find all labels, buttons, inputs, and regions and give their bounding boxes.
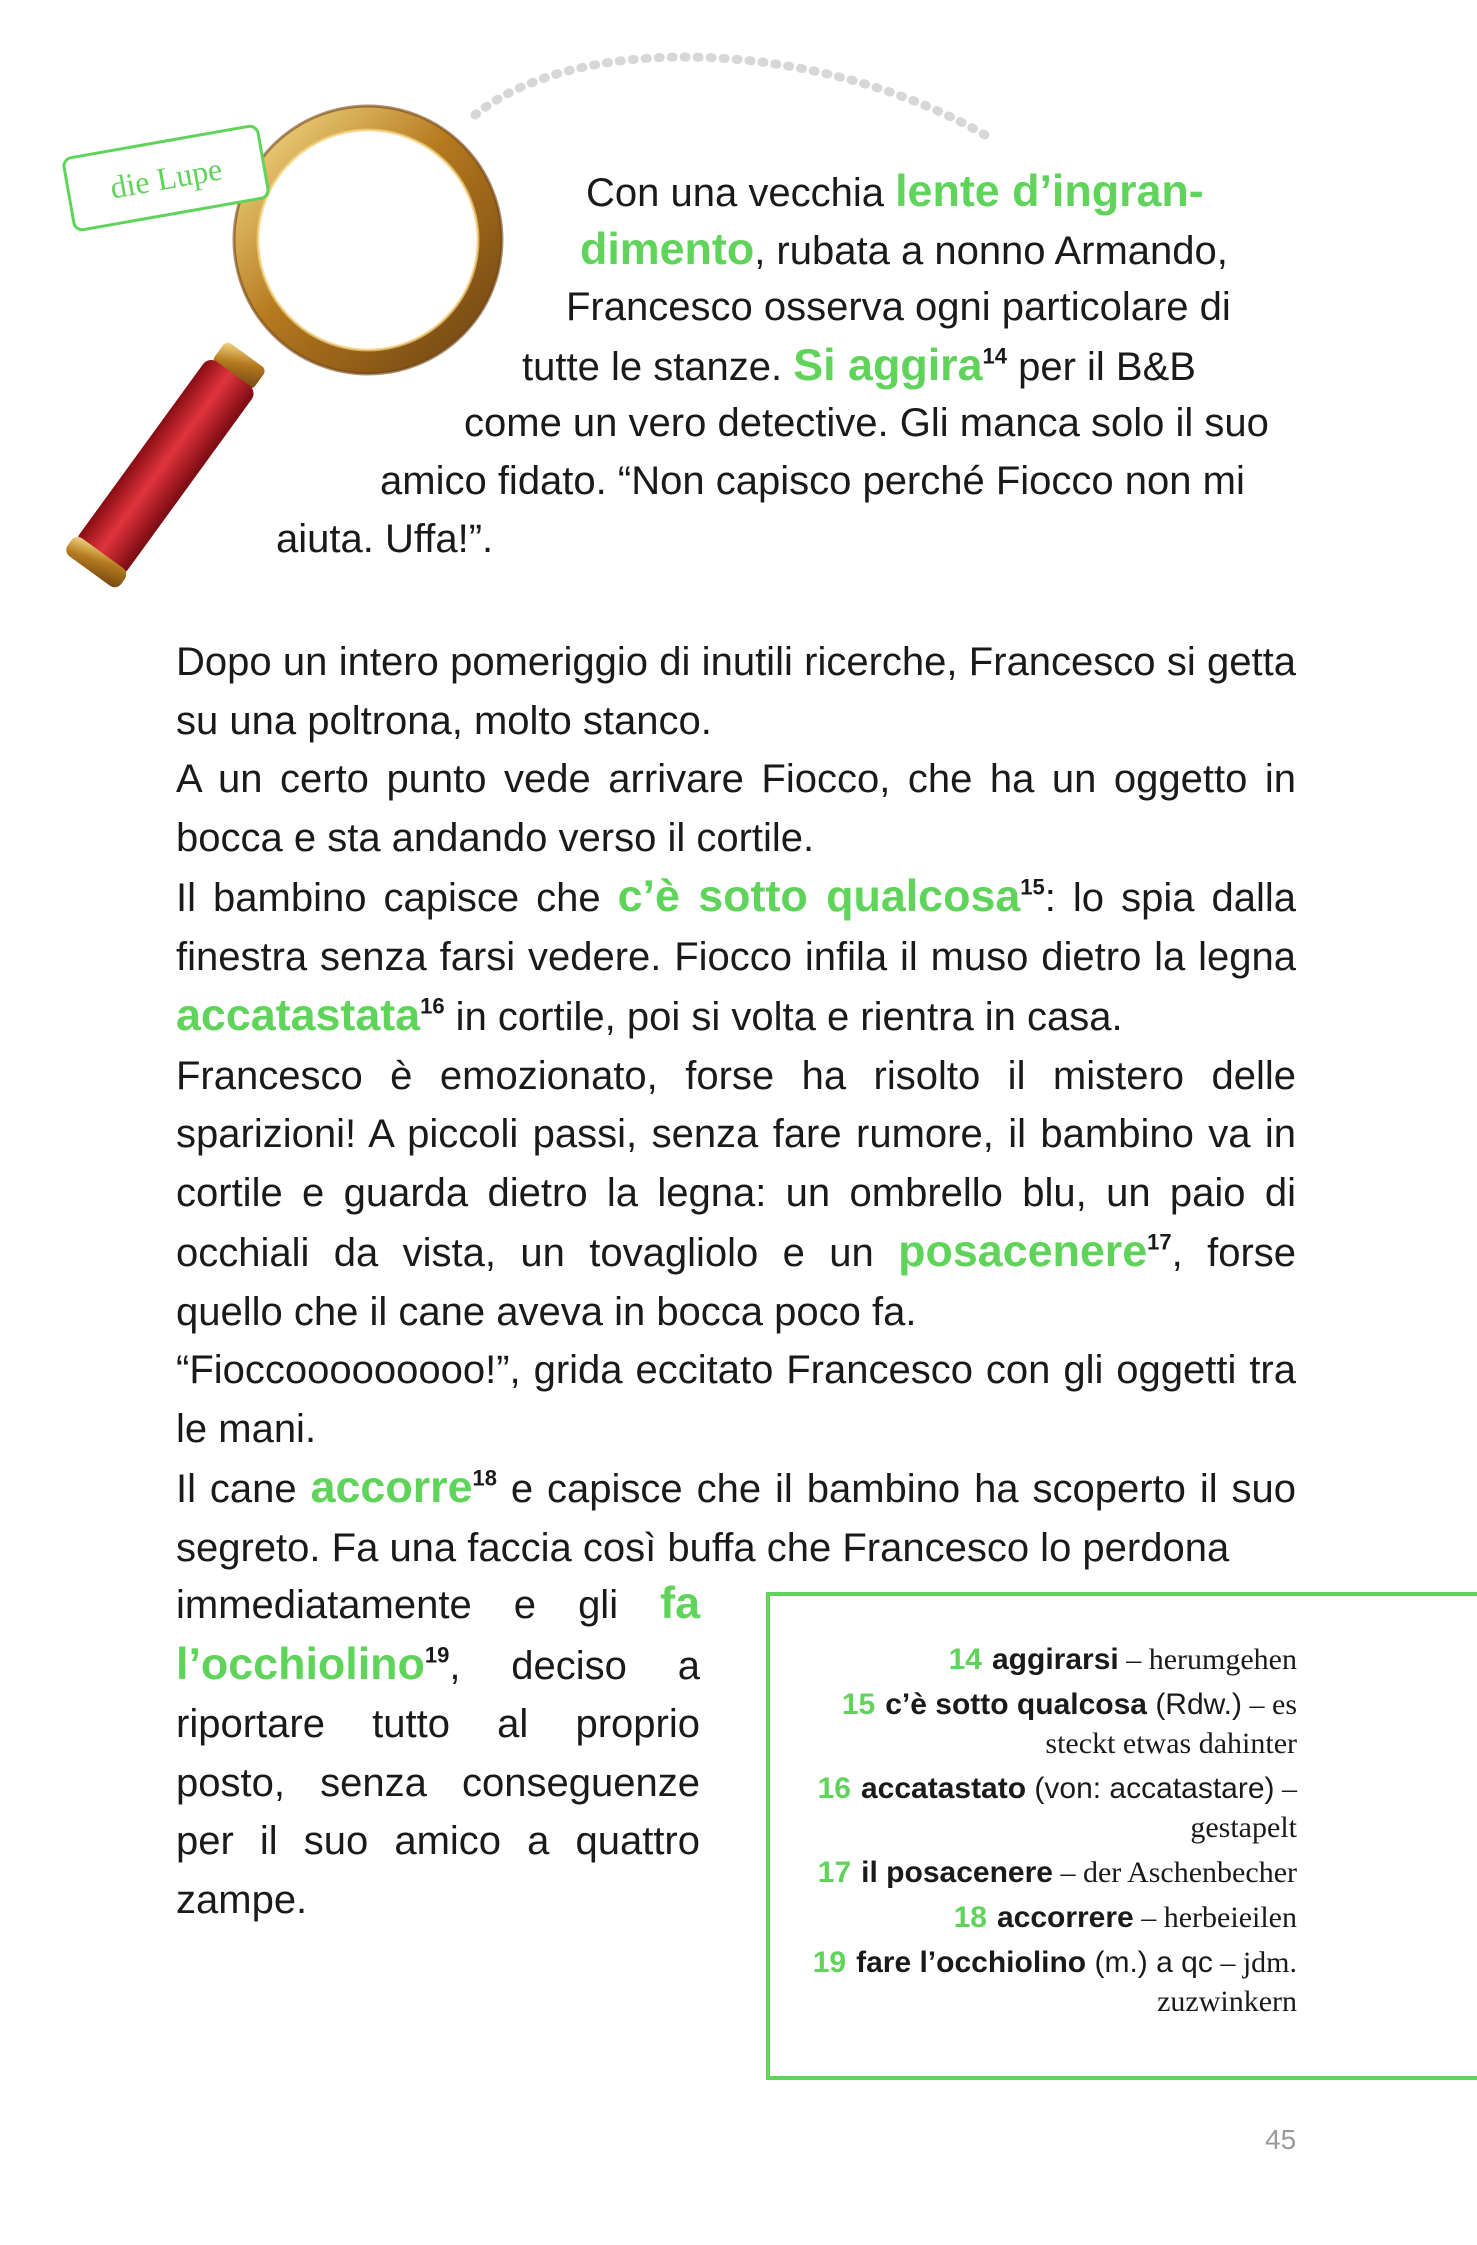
keyword: fa l’occhiolino bbox=[176, 1578, 700, 1689]
glossary-entry: 16 accatastato (von: accatastare) – gestapelt bbox=[817, 1772, 1297, 1844]
footnote-ref: 18 bbox=[472, 1465, 497, 1491]
paragraph: Dopo un intero pomeriggio di inutili ricerche, Francesco si getta su una poltrona, molto stanco. bbox=[176, 640, 1296, 743]
intro-line: come un vero detective. Gli manca solo il suo bbox=[464, 401, 1269, 445]
intro-line: Con una vecchia lente d’ingran- bbox=[586, 166, 1204, 216]
keyword: c’è sotto qualcosa bbox=[617, 871, 1021, 921]
glossary-entry: 18 accorrere – herbeieilen bbox=[953, 1901, 1297, 1934]
footnote-ref: 15 bbox=[1020, 874, 1045, 900]
paragraph: Francesco è emozionato, forse ha risolto il mistero delle sparizioni! A piccoli passi, senza fare rumore, il bambino va in cortile e guarda dietro la legna: un ombrello blu, un paio di occhiali da vista, un tovagliolo e un posacenere$^{17}$, forse quello che il cane aveva in bocca poco fa. bbox=[176, 1053, 1297, 1334]
footnote-ref: 17 bbox=[1147, 1229, 1172, 1255]
intro-line: Francesco osserva ogni particolare di bbox=[566, 285, 1231, 329]
lupe-label: die Lupe bbox=[61, 123, 271, 233]
keyword: accatastata bbox=[176, 990, 421, 1040]
keyword: Si aggira bbox=[793, 340, 983, 390]
paragraph: Il cane accorre$^{18}$ e capisce che il bambino ha scoperto il suo segreto. Fa una faccia così buffa che Francesco lo perdona bbox=[176, 1462, 1296, 1570]
glossary-entry: 19 fare l’occhiolino (m.) a qc – jdm. zuzwinkern bbox=[812, 1946, 1297, 2018]
paragraph: Il bambino capisce che c’è sotto qualcosa$^{15}$: lo spia dalla finestra senza farsi vedere. Fiocco infila il muso dietro la legna accatastata$^{16}$ in cortile, poi si volta e rientra in casa. bbox=[176, 871, 1296, 1040]
glossary-entry: 15 c’è sotto qualcosa (Rdw.) – es steckt etwas dahinter bbox=[841, 1688, 1297, 1760]
footnote-ref: 16 bbox=[420, 993, 445, 1019]
paragraph: immediatamente e gli fa l’occhiolino$^{19}$, deciso a riportare tutto al proprio posto, senza conseguenze per il suo amico a quattro zampe. bbox=[176, 1578, 700, 1922]
intro-line: amico fidato. “Non capisco perché Fiocco non mi bbox=[380, 459, 1245, 503]
keyword: posacenere bbox=[898, 1226, 1148, 1276]
glossary-entry: 17 il posacenere – der Aschenbecher bbox=[817, 1856, 1297, 1889]
keyword: accorre bbox=[310, 1462, 473, 1512]
handle-icon bbox=[63, 336, 273, 591]
glossary-entry: 14 aggirarsi – herumgehen bbox=[948, 1643, 1297, 1676]
lens-icon bbox=[246, 118, 490, 362]
intro-line: tutte le stanze. Si aggira$^{14}$ per il B&B bbox=[522, 340, 1196, 390]
paragraph: A un certo punto vede arrivare Fiocco, che ha un oggetto in bocca e sta andando verso il cortile. bbox=[176, 757, 1296, 860]
dotted-arc bbox=[475, 57, 985, 135]
intro-line: dimento, rubata a nonno Armando, bbox=[580, 224, 1228, 274]
story-body bbox=[176, 633, 1296, 1577]
keyword: lente d’ingran- bbox=[895, 166, 1204, 216]
intro-line: aiuta. Uffa!”. bbox=[276, 517, 494, 561]
paragraph: “Fioccooooooooo!”, grida eccitato Francesco con gli oggetti tra le mani. bbox=[176, 1348, 1296, 1451]
keyword: dimento bbox=[580, 224, 755, 274]
footnote-ref: 19 bbox=[424, 1642, 450, 1667]
glossary-box bbox=[766, 1592, 1477, 2080]
closing-paragraph bbox=[176, 1574, 700, 1929]
footnote-ref: 14 bbox=[982, 343, 1007, 369]
page-number: 45 bbox=[1265, 2124, 1297, 2155]
